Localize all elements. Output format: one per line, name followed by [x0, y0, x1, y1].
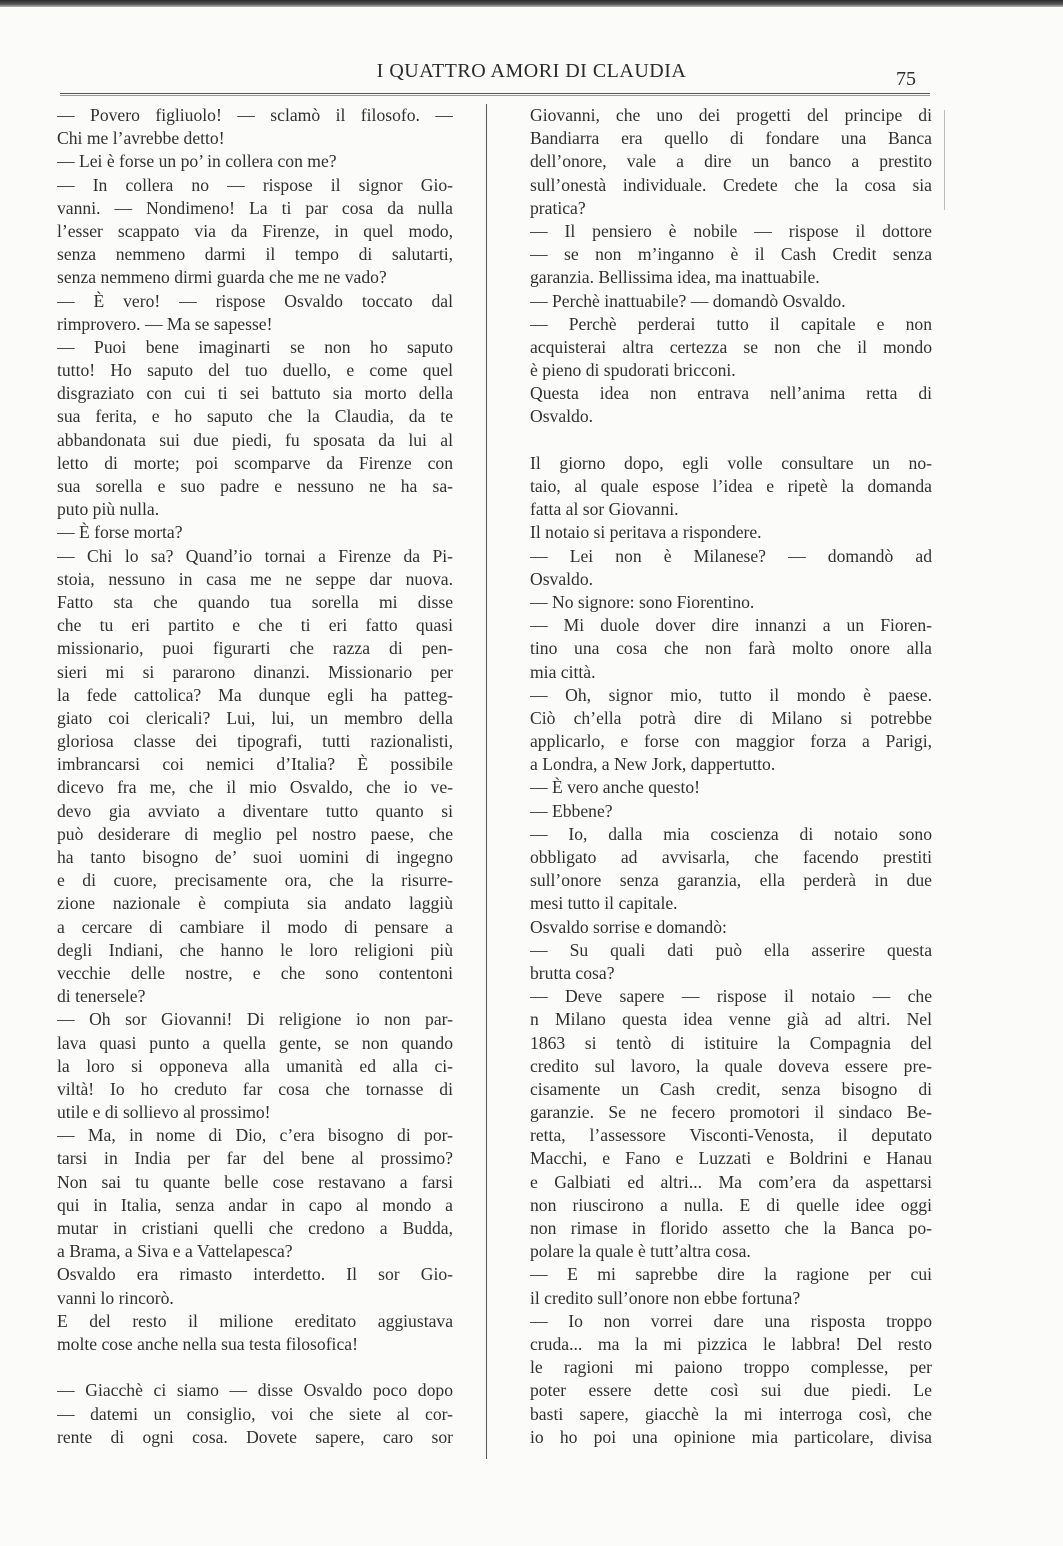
text-line: sull’onestà individuale. Credete che la cosa sia — [530, 174, 932, 195]
text-line: vecchie delle nostre, e che sono contentoni — [57, 962, 453, 983]
text-line: — Puoi bene imaginarti se non ho saputo — [57, 336, 453, 357]
margin-mark — [944, 110, 945, 210]
text-line: — Chi lo sa? Quand’io tornai a Firenze da Pi- — [57, 545, 453, 566]
text-line: — In collera no — rispose il signor Gio- — [57, 174, 453, 195]
text-line: sua sorella e suo padre e nessuno ne ha sa- — [57, 476, 453, 496]
text-line: E del resto il milione ereditato aggiustava — [57, 1310, 453, 1331]
text-line: a cercare di cambiare il modo di pensare a — [57, 916, 453, 937]
text-line: Osvaldo sorrise e domandò: — [530, 916, 727, 937]
text-line: è pieno di spudorati bricconi. — [530, 360, 736, 381]
text-line: — Povero figliuolo! — sclamò il filosofo. — — [57, 105, 453, 125]
text-line: — Oh, signor mio, tutto il mondo è paese. — [530, 684, 932, 705]
text-line: n Milano questa idea venne già ad altri. Nel — [530, 1009, 932, 1030]
text-line: Il giorno dopo, egli volle consultare un no- — [530, 452, 932, 473]
text-line: Giovanni, che uno dei progetti del principe di — [530, 105, 932, 125]
text-line: stoia, nessuno in casa me ne seppe dar nuova. — [57, 568, 453, 589]
text-line: dell’onore, vale a dire un banco a prestito — [530, 151, 932, 172]
text-line: Chi me l’avrebbe detto! — [57, 128, 225, 149]
text-line: vanni. — Nondimeno! La ti par cosa da nulla — [57, 197, 453, 218]
text-line: basti sapere, giacchè la mi interroga così, che — [530, 1403, 932, 1424]
text-line: e Galbiati ed altri... Ma com’era da aspettarsi — [530, 1171, 932, 1192]
text-line: — È vero anche questo! — [530, 777, 701, 798]
text-line: cruda... ma la mi pizzica le labbra! Del resto — [530, 1333, 932, 1354]
text-line: imbrancarsi coi nemici d’Italia? È possibile — [57, 754, 453, 775]
text-line: garanzia. Bellissima idea, ma inattuabile. — [530, 267, 820, 288]
text-line: a Londra, a New Jork, dappertutto. — [530, 754, 776, 775]
text-line: di tenersele? — [57, 986, 146, 1007]
text-line: credito sul lavoro, la quale doveva essere pre- — [530, 1055, 932, 1076]
text-line: — È vero! — rispose Osvaldo toccato dal — [57, 290, 453, 311]
text-line: utile e di sollievo al prossimo! — [57, 1102, 271, 1123]
left-text-column — [57, 104, 453, 1449]
text-line: lava quasi punto a quella gente, se non quando — [57, 1032, 453, 1053]
text-line: polare la quale è tutt’altra cosa. — [530, 1241, 751, 1262]
text-line: brutta cosa? — [530, 962, 615, 983]
text-line: Non sai tu quante belle cose restavano a farsi — [57, 1171, 453, 1192]
text-line: retta, l’assessore Visconti-Venosta, il deputato — [530, 1125, 932, 1146]
text-line: Macchi, e Fano e Luzzati e Boldrini e Hanau — [530, 1148, 932, 1169]
text-line: Ciò ch’ella potrà dire di Milano si potrebbe — [530, 707, 932, 728]
text-line: cisamente un Cash credit, senza bisogno di — [530, 1078, 932, 1099]
text-line: gloriosa classe dei tipografi, tutti razionalisti, — [57, 731, 453, 752]
column-divider — [486, 104, 487, 1459]
header-rule — [60, 93, 930, 96]
text-line: senza nemmeno dirmi guarda che me ne vado? — [57, 267, 387, 288]
text-line: — Giacchè ci siamo — disse Osvaldo poco dopo — [57, 1380, 453, 1401]
text-line: — Il pensiero è nobile — rispose il dottore — [530, 220, 932, 241]
text-line: — Perchè perderai tutto il capitale e non — [530, 313, 932, 334]
text-line: la loro si opponeva alla umanità ed alla ci- — [57, 1055, 453, 1076]
paragraph-gap — [530, 429, 932, 452]
text-line: Osvaldo. — [530, 568, 594, 589]
text-line: Fatto sta che quando tua sorella mi disse — [57, 591, 453, 612]
text-line: disgraziato con cui ti sei battuto sia morto della — [57, 383, 453, 404]
text-line: rimprovero. — Ma se sapesse! — [57, 313, 273, 334]
text-line: — Lei è forse un po’ in collera con me? — [57, 151, 337, 172]
text-line: garanzie. Se ne fecero promotori il sindaco Be- — [530, 1102, 932, 1123]
text-line: poter essere dette così sui due piedi. Le — [530, 1380, 932, 1401]
text-line: taio, al quale espose l’idea e ripetè la domanda — [530, 476, 932, 496]
text-line: senza nemmeno darmi il tempo di salutarti, — [57, 244, 453, 265]
text-line: non riuscirono a nulla. E di quelle idee oggi — [530, 1194, 932, 1215]
top-edge-rule — [0, 0, 1063, 7]
text-line: fatta al sor Giovanni. — [530, 499, 679, 520]
text-line: letto di morte; poi scomparve da Firenze con — [57, 452, 453, 473]
text-line: mesi tutto il capitale. — [530, 893, 678, 914]
text-line: zione nazionale è compiuta sia andato laggiù — [57, 893, 453, 914]
text-line: non rimase in florido assetto che la Banca po- — [530, 1218, 932, 1238]
text-line: rente di ogni cosa. Dovete sapere, caro sor — [57, 1426, 453, 1447]
text-line: io ho poi una opinione mia particolare, divisa — [530, 1426, 932, 1447]
text-line: devo gia avviato a diventare tutto quanto si — [57, 800, 453, 821]
text-line: Bandiarra era quello di fondare una Banca — [530, 128, 932, 149]
text-line: abbandonata sui due piedi, fu sposata da lui al — [57, 429, 453, 450]
text-line: Il notaio si peritava a rispondere. — [530, 522, 762, 543]
text-line: vanni lo rincorò. — [57, 1287, 174, 1308]
text-line: — Ma, in nome di Dio, c’era bisogno di por- — [57, 1125, 453, 1146]
text-line: puto più nulla. — [57, 499, 160, 520]
text-line: che tu eri partito e che ti eri fatto quasi — [57, 615, 453, 636]
text-line: Questa idea non entrava nell’anima retta di — [530, 383, 932, 404]
text-line: — No signore: sono Fiorentino. — [530, 591, 755, 612]
text-line: tutto! Ho saputo del tuo duello, e come quel — [57, 360, 453, 381]
text-line: — Ebbene? — [530, 800, 613, 821]
text-line: — Su quali dati può ella asserire questa — [530, 939, 932, 960]
text-line: missionario, puoi figurarti che razza di pen- — [57, 638, 453, 659]
text-line: a Brama, a Siva e a Vattelapesca? — [57, 1241, 293, 1262]
text-line: qui in Italia, senza andar in capo al mondo a — [57, 1194, 453, 1215]
text-line: tarsi in India per far del bene al prossimo? — [57, 1148, 453, 1169]
text-line: l’esser scappato via da Firenze, in quel modo, — [57, 220, 453, 241]
text-line: mutar in cristiani quelli che credono a Budda, — [57, 1218, 453, 1238]
paragraph-gap — [57, 1356, 453, 1379]
text-line: giato coi clericali? Lui, lui, un membro della — [57, 707, 453, 728]
text-line: — È forse morta? — [57, 522, 183, 543]
text-line: degli Indiani, che hanno le loro religioni più — [57, 939, 453, 960]
text-line: sua ferita, e ho saputo che la Claudia, da te — [57, 406, 453, 427]
running-header-title: I QUATTRO AMORI DI CLAUDIA — [376, 60, 687, 82]
text-line: — Io, dalla mia coscienza di notaio sono — [530, 823, 932, 844]
page-number: 75 — [896, 68, 916, 90]
text-line: le ragioni mi paiono troppo complesse, per — [530, 1357, 932, 1378]
text-line: — Io non vorrei dare una risposta troppo — [530, 1310, 932, 1331]
text-line: — Deve sapere — rispose il notaio — che — [530, 986, 932, 1007]
text-line: il credito sull’onore non ebbe fortuna? — [530, 1287, 801, 1308]
text-line: — E mi saprebbe dire la ragione per cui — [530, 1264, 932, 1285]
text-line: — datemi un consiglio, voi che siete al cor- — [57, 1403, 453, 1424]
text-line: mia città. — [530, 661, 596, 682]
text-line: — Perchè inattuabile? — domandò Osvaldo. — [530, 290, 846, 311]
text-line: ha tanto bisogno de’ suoi uomini di ingegno — [57, 847, 453, 867]
text-line: acquisterai altra certezza se non che il mondo — [530, 336, 932, 357]
text-line: applicarlo, e forse con maggior forza a Parigi, — [530, 731, 932, 752]
text-line: viltà! Io ho creduto far cosa che tornasse di — [57, 1078, 453, 1099]
text-line: la fede cattolica? Ma dunque egli ha patteg- — [57, 684, 453, 705]
text-line: e di cuore, precisamente ora, che la risurre- — [57, 870, 453, 891]
text-line: sull’onore senza garanzia, ella perderà in due — [530, 870, 932, 891]
text-line: tino una cosa che non farà molto onore alla — [530, 638, 932, 659]
text-line: molte cose anche nella sua testa filosofica! — [57, 1333, 358, 1354]
text-line: 1863 si tentò di istituire la Compagnia del — [530, 1032, 932, 1053]
text-line: obbligato ad avvisarla, che facendo prestiti — [530, 847, 932, 867]
text-line: pratica? — [530, 197, 586, 218]
text-line: Osvaldo. — [530, 406, 594, 427]
text-line: sieri mi si pararono dinanzi. Missionario per — [57, 661, 453, 682]
text-line: — se non m’inganno è il Cash Credit senza — [530, 244, 932, 265]
text-line: — Lei non è Milanese? — domandò ad — [530, 545, 932, 566]
text-line: dicevo fra me, che il mio Osvaldo, che io ve- — [57, 777, 453, 798]
text-line: — Oh sor Giovanni! Di religione io non par- — [57, 1009, 453, 1030]
text-line: può desiderare di meglio pel nostro paese, che — [57, 823, 453, 844]
text-line: — Mi duole dover dire innanzi a un Fioren- — [530, 615, 932, 636]
text-line: Osvaldo era rimasto interdetto. Il sor Gio- — [57, 1264, 453, 1285]
right-text-column — [530, 104, 932, 1449]
